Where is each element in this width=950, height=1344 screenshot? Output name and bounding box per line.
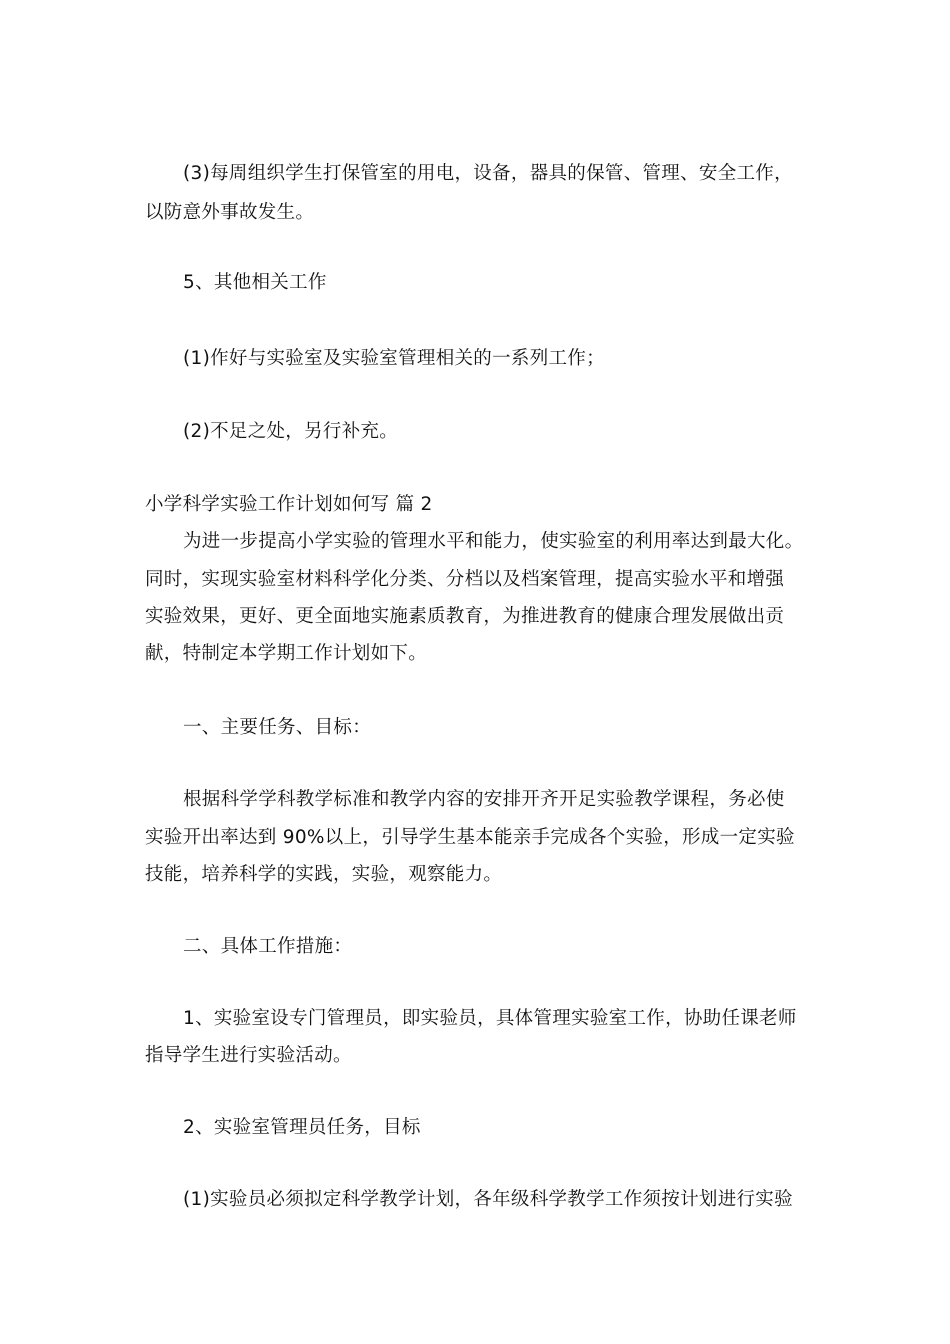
paragraph-line: 为进一步提高小学实验的管理水平和能力，使实验室的利用率达到最大化。	[183, 531, 804, 552]
section-heading: 一、主要任务、目标：	[183, 717, 372, 738]
list-item: (1)实验员必须拟定科学教学计划，各年级科学教学工作须按计划进行实验	[183, 1189, 793, 1210]
section-heading: 2、实验室管理员任务，目标	[183, 1117, 421, 1138]
paragraph-line: (3)每周组织学生打保管室的用电，设备，器具的保管、管理、安全工作，	[183, 163, 793, 184]
list-item: (1)作好与实验室及实验室管理相关的一系列工作；	[183, 348, 605, 369]
paragraph-line: 指导学生进行实验活动。	[145, 1045, 352, 1066]
paragraph-line: 以防意外事故发生。	[145, 202, 315, 223]
paragraph-line: 1、实验室设专门管理员，即实验员，具体管理实验室工作，协助任课老师	[183, 1008, 797, 1029]
list-item: (2)不足之处，另行补充。	[183, 421, 399, 442]
paragraph-line: 献，特制定本学期工作计划如下。	[145, 643, 428, 664]
section-heading: 5、其他相关工作	[183, 272, 327, 293]
paragraph-line: 实验开出率达到 90%以上，引导学生基本能亲手完成各个实验，形成一定实验	[145, 827, 795, 848]
paragraph-line: 同时，实现实验室材料科学化分类、分档以及档案管理，提高实验水平和增强	[145, 569, 785, 590]
section-heading: 二、具体工作措施：	[183, 936, 353, 957]
paragraph-line: 技能，培养科学的实践，实验，观察能力。	[145, 864, 503, 885]
paragraph-line: 实验效果，更好、更全面地实施素质教育，为推进教育的健康合理发展做出贡	[145, 606, 785, 627]
paragraph-line: 根据科学学科教学标准和教学内容的安排开齐开足实验教学课程，务必使	[183, 789, 785, 810]
section-title: 小学科学实验工作计划如何写 篇 2	[145, 494, 433, 515]
